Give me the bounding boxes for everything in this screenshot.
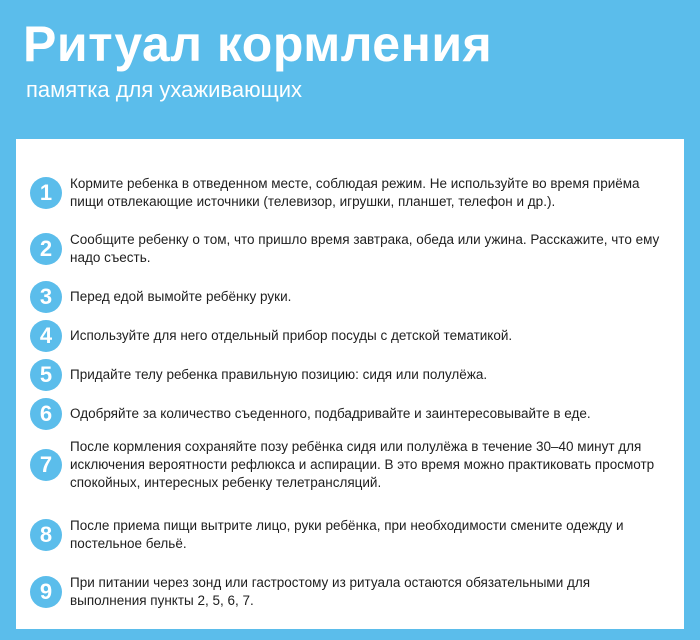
list-item-6 <box>30 398 670 430</box>
item-text-4: Используйте для него отдельный прибор посуды с детской тематикой. <box>70 328 513 343</box>
item-text-2: Сообщите ребенку о том, что пришло время завтрака, обеда или ужина. Расскажите, что ему надо съесть. <box>70 232 660 265</box>
list-item-3 <box>30 281 670 313</box>
item-text-9: При питании через зонд или гастростому из ритуала остаются обязательными для выполнения пункты 2, 5, 6, 7. <box>70 575 591 608</box>
list-item-9 <box>30 574 670 610</box>
list-item-7 <box>30 438 670 492</box>
item-text-8: После приема пищи вытрите лицо, руки ребёнка, при необходимости смените одежду и постельное бельё. <box>70 518 624 551</box>
number-badge-9: 9 <box>30 576 62 608</box>
number-badge-7: 7 <box>30 449 62 481</box>
list-item-1 <box>30 175 670 211</box>
number-badge-2: 2 <box>30 233 62 265</box>
list-item-4 <box>30 320 670 352</box>
list-item-8 <box>30 517 670 553</box>
number-badge-4: 4 <box>30 320 62 352</box>
number-badge-1: 1 <box>30 177 62 209</box>
list-item-5 <box>30 359 670 391</box>
number-badge-6: 6 <box>30 398 62 430</box>
list-item-2 <box>30 231 670 267</box>
number-badge-3: 3 <box>30 281 62 313</box>
item-text-3: Перед едой вымойте ребёнку руки. <box>70 289 292 304</box>
instructions-card <box>16 139 684 629</box>
item-text-7: После кормления сохраняйте позу ребёнка сидя или полулёжа в течение 30–40 минут для исключения вероятности рефлюкса и аспирации. В это время можно практиковать просмотр спокойных, интересных ребенку телетрансляций. <box>70 439 655 490</box>
item-text-6: Одобряйте за количество съеденного, подбадривайте и заинтересовывайте в еде. <box>70 406 591 421</box>
page-title: Ритуал кормления <box>23 16 493 72</box>
item-text-1: Кормите ребенка в отведенном месте, соблюдая режим. Не используйте во время приёма пищи отвлекающие источники (телевизор, игрушки, планшет, телефон и др.). <box>70 176 640 209</box>
number-badge-5: 5 <box>30 359 62 391</box>
item-text-5: Придайте телу ребенка правильную позицию: сидя или полулёжа. <box>70 367 488 382</box>
page-subtitle: памятка для ухаживающих <box>26 77 302 102</box>
number-badge-8: 8 <box>30 519 62 551</box>
